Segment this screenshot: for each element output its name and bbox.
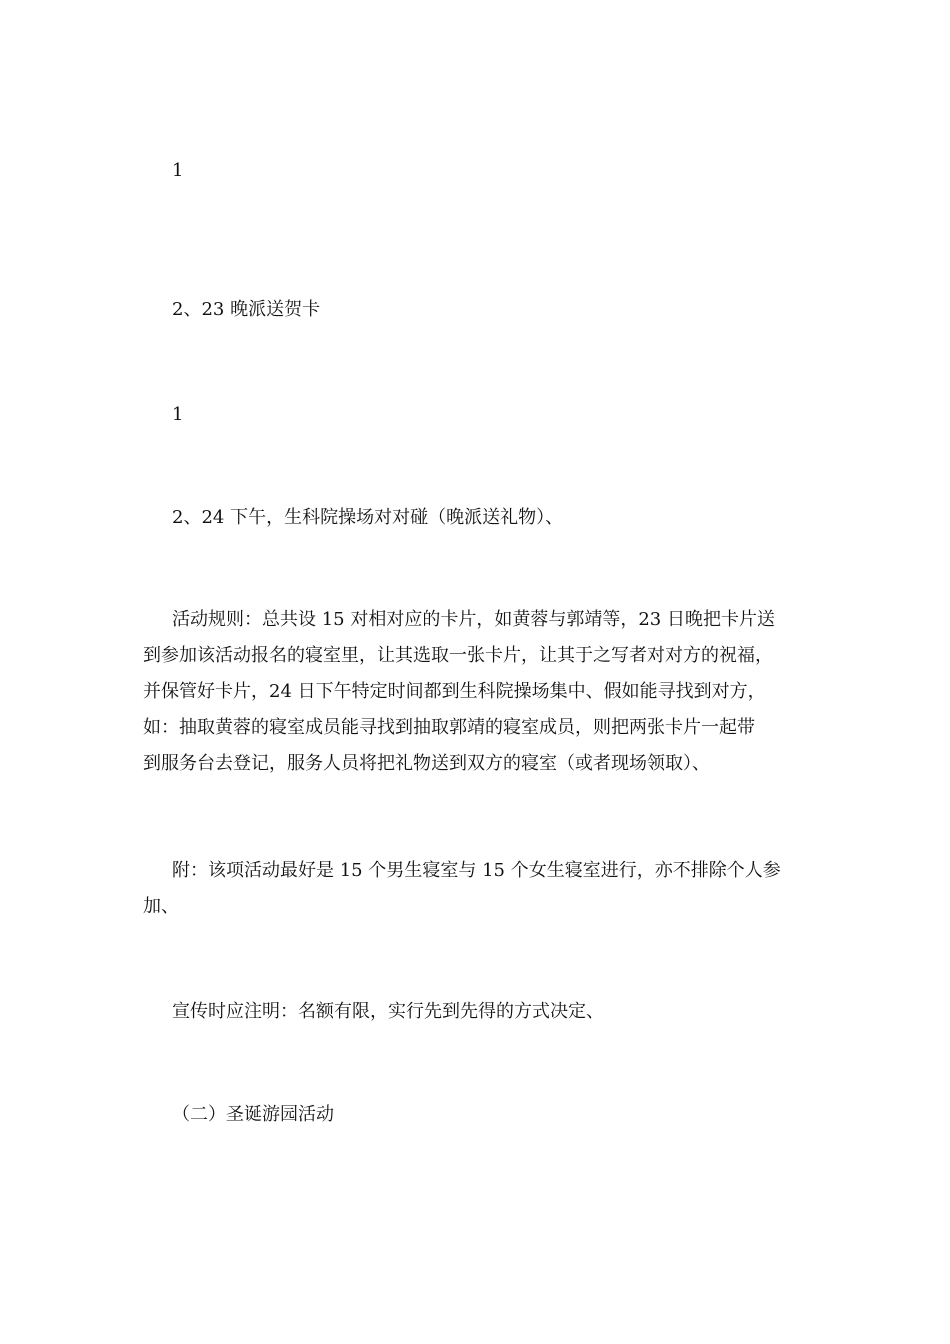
rules-line: 到参加该活动报名的寝室里，让其选取一张卡片，让其于之写者对对方的祝福， [143, 645, 773, 666]
note-line: 加、 [143, 896, 179, 917]
rules-line: 如：抽取黄蓉的寝室成员能寻找到抽取郭靖的寝室成员，则把两张卡片一起带 [143, 717, 755, 738]
section-heading: （二）圣诞游园活动 [172, 1104, 334, 1125]
publicity-note: 宣传时应注明：名额有限，实行先到先得的方式决定、 [172, 1001, 604, 1022]
note-paragraph [143, 853, 781, 925]
list-number-1-second: 1 [172, 404, 184, 425]
list-number-1: 1 [172, 160, 184, 181]
rules-line: 活动规则：总共设 15 对相对应的卡片，如黄蓉与郭靖等，23 日晚把卡片送 [172, 609, 775, 630]
note-line: 附：该项活动最好是 15 个男生寝室与 15 个女生寝室进行，亦不排除个人参 [172, 860, 781, 881]
item-deliver-cards: 2、23 晚派送贺卡 [172, 299, 321, 320]
rules-line: 并保管好卡片，24 日下午特定时间都到生科院操场集中、假如能寻找到对方， [143, 681, 766, 702]
rules-line: 到服务台去登记，服务人员将把礼物送到双方的寝室（或者现场领取）、 [143, 753, 710, 774]
activity-rules-paragraph [143, 602, 775, 782]
item-match-activity: 2、24 下午，生科院操场对对碰（晚派送礼物）、 [172, 507, 564, 528]
